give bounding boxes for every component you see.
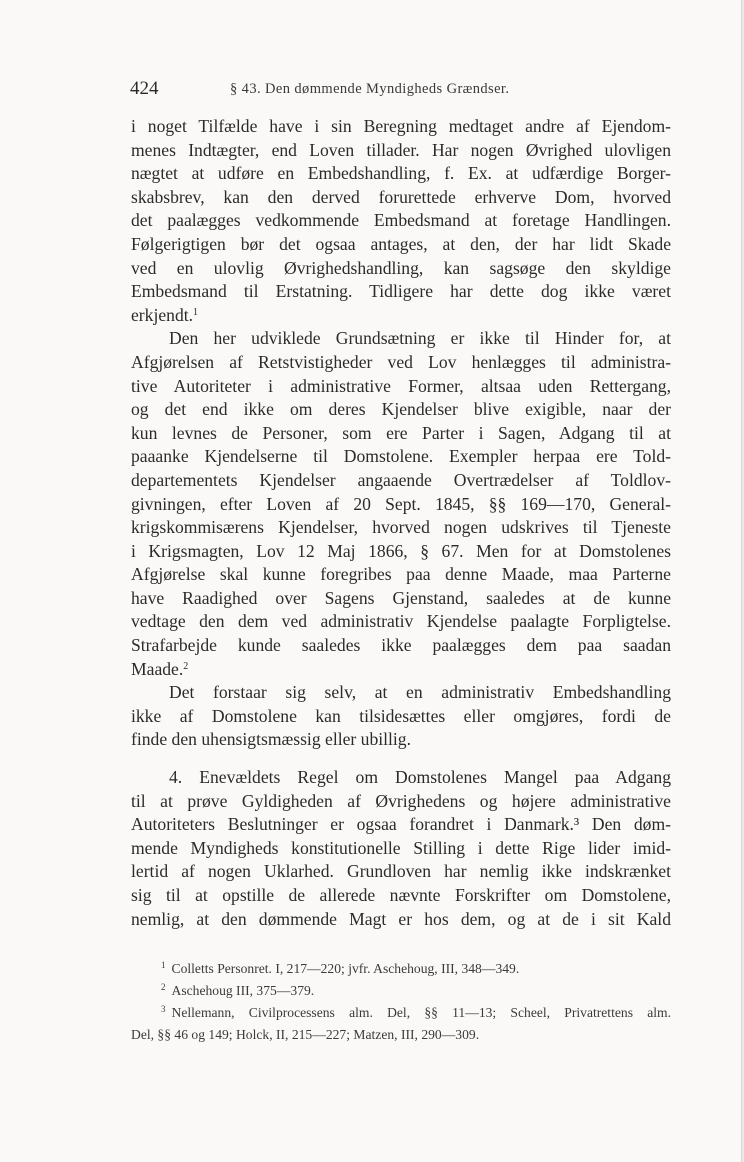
text-fragment: erkjendt. (131, 304, 194, 325)
paragraph (131, 681, 671, 752)
footnote-mark: 3 (161, 1004, 166, 1014)
paragraph (131, 327, 671, 681)
footnote-text: Colletts Personret. I, 217—220; jvfr. Aschehoug, III, 348—349. (171, 961, 520, 976)
text-line: Afgjørelsen af Retstvistigheder ved Lov henlægges til administra- (131, 351, 671, 372)
text-line: Autoriteters Beslutninger er ogsaa forandret i Danmark.³ Den døm- (131, 814, 671, 835)
footnote-text: Aschehoug III, 375—379. (171, 983, 315, 998)
text-line: i noget Tilfælde have i sin Beregning medtaget andre af Ejendom- (131, 116, 671, 136)
footnote-mark: 1 (161, 960, 166, 970)
text-line: departementets Kjendelser angaaende Overtrædelser af Toldlov- (131, 469, 671, 490)
text-line: Følgerigtigen bør det ogsaa antages, at den, der har lidt Skade (131, 233, 671, 254)
text-line: Afgjørelse skal kunne foregribes paa denne Maade, maa Parterne (131, 564, 671, 585)
text-line: Embedsmand til Erstatning. Tidligere har dette dog ikke været (131, 281, 671, 302)
text-line: paaanke Kjendelserne til Domstolene. Exempler herpaa ere Told- (131, 446, 671, 467)
footnote-text: Del, §§ 46 og 149; Holck, II, 215—227; Matzen, III, 290—309. (131, 1027, 480, 1042)
text-line: det paalægges vedkommende Embedsmand at foretage Handlingen. (131, 210, 671, 231)
footnote (131, 1002, 671, 1024)
text-line: tive Autoriteter i administrative Former, altsaa uden Rettergang, (131, 375, 671, 396)
text-line: ikke af Domstolene kan tilsidesættes eller omgjøres, fordi de (131, 705, 671, 726)
text-line: til at prøve Gyldigheden af Øvrighedens og højere administrative (131, 790, 671, 811)
footnote (131, 958, 671, 980)
text-line: 4. Enevældets Regel om Domstolenes Mangel paa Adgang (169, 767, 671, 788)
footnotes (131, 958, 671, 1046)
text-line: lertid af nogen Uklarhed. Grundloven har nemlig ikke indskrænket (131, 861, 671, 882)
text-line: krigskommisærens Kjendelser, hvorved nogen udskrives til Tjeneste (131, 517, 671, 538)
running-title: § 43. Den dømmende Myndigheds Grændser. (230, 81, 510, 97)
footnote (131, 980, 671, 1002)
text-line: Strafarbejde kunde saaledes ikke paalægges dem paa saadan (131, 635, 671, 656)
text-line (131, 304, 671, 328)
text-line: givningen, efter Loven af 20 Sept. 1845, §§ 169—170, General- (131, 493, 671, 514)
footnote-mark: 2 (161, 982, 166, 992)
text-fragment: Maade. (131, 658, 184, 679)
footnote-text: Nellemann, Civilprocessens alm. Del, §§ 11—13; Scheel, Privatrettens alm. (171, 1005, 671, 1020)
text-line: nemlig, at den dømmende Magt er hos dem, og at de i sit Kald (131, 908, 671, 929)
paragraph (131, 115, 671, 327)
footnote-ref[interactable]: 1 (193, 306, 199, 318)
text-line: Den her udviklede Grundsætning er ikke til Hinder for, at (169, 328, 671, 349)
text-line: skabsbrev, kan den derved forurettede erhverve Dom, hvorved (131, 186, 671, 207)
text-line: menes Indtægter, end Loven tillader. Har nogen Øvrighed ulovligen (131, 139, 671, 160)
text-line: vedtage den dem ved administrativ Kjendelse paalagte Forpligtelse. (131, 611, 671, 632)
text-line: finde den uhensigtsmæssig eller ubillig. (131, 729, 412, 750)
text-line: og det end ikke om deres Kjendelser blive exigible, naar der (131, 399, 671, 420)
text-line: Det forstaar sig selv, at en administrativ Embedshandling (169, 682, 671, 703)
page-header (130, 78, 670, 104)
text-line (131, 658, 671, 682)
text-line: have Raadighed over Sagens Gjenstand, saaledes at de kunne (131, 587, 671, 608)
text-line: i Krigsmagten, Lov 12 Maj 1866, § 67. Men for at Domstolenes (131, 540, 671, 561)
page-number: 424 (130, 78, 159, 99)
footnote-continuation (131, 1024, 671, 1046)
section-gap (131, 752, 671, 766)
text-line: mende Myndigheds konstitutionelle Stilling i dette Rige lider imid- (131, 837, 671, 858)
paragraph (131, 766, 671, 931)
body-text (131, 115, 671, 931)
text-line: sig til at opstille de allerede nævnte Forskrifter om Domstolene, (131, 885, 671, 905)
text-line: nægtet at udføre en Embedshandling, f. Ex. at udfærdige Borger- (131, 163, 671, 184)
footnote-ref[interactable]: 2 (183, 660, 189, 672)
text-line: kun levnes de Personer, som ere Parter i Sagen, Adgang til at (131, 422, 671, 443)
text-line: ved en ulovlig Øvrighedshandling, kan sagsøge den skyldige (131, 257, 671, 278)
